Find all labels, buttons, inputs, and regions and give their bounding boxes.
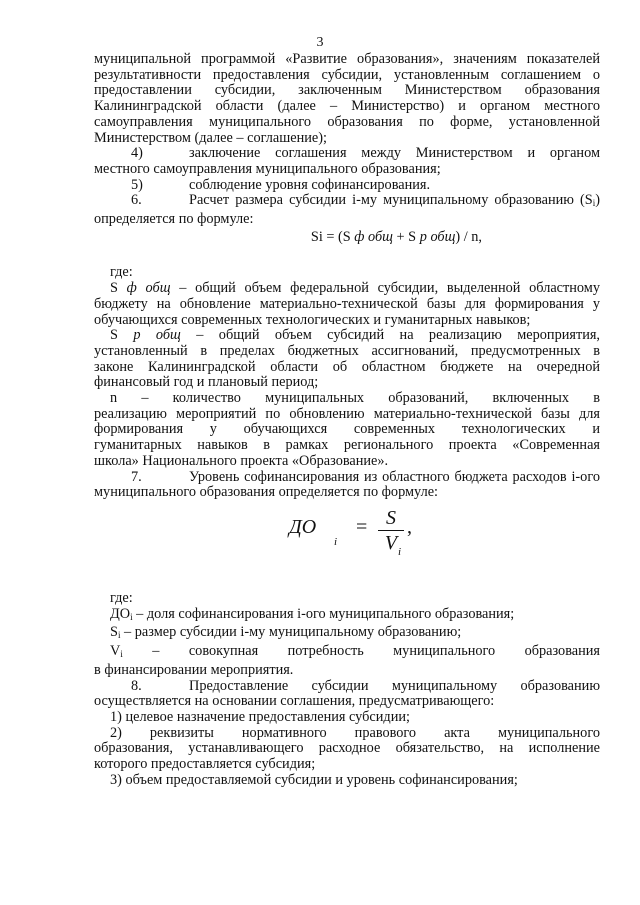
def-s-fobsh: S ф общ – общий объем федеральной субсидии, выделенной областному [110,280,600,297]
where-label: где: [110,589,133,606]
document-body [94,52,600,788]
item-7: 7. Уровень софинансирования из областного бюджета расходов i-ого [131,468,600,485]
item-8: 8. Предоставление субсидии муниципальному образованию [131,677,600,694]
text-line: образования, устанавливающего расходное обязательство, на исполнение [94,740,600,757]
text-line: установленный в пределах бюджетных ассигнований, предусмотренных в [94,342,600,359]
text-line: реализацию мероприятий по обновлению материально-технической базы для [94,405,600,422]
formula-denominator: V [384,531,398,554]
def-vi: $V_i$ – совокупная потребность муниципального образования [110,643,600,660]
subitem-2: 2) реквизиты нормативного правового акта муниципального [110,724,600,741]
where-label: где: [110,264,133,281]
text-line: муниципального образования определяется по формуле: [94,484,439,501]
text-line: законе Калининградской области об областном бюджете на очередной [94,358,600,375]
formula-equals: = [356,515,368,538]
formula-numerator: S [386,506,396,529]
formula-den-sub: i [398,545,402,558]
text-line: осуществляется на основании соглашения, предусматривающего: [94,693,495,710]
page-number: 3 [316,35,324,50]
text-line: в финансировании мероприятия. [94,661,294,678]
text-line: Калининградской области (далее – Министерство) и органом местного [94,98,600,115]
formula-comma: , [407,515,412,538]
text-line: предоставлении субсидии, заключенным Министерством образования [94,82,600,99]
text-line: местного самоуправления муниципального образования; [94,160,441,177]
text-line: определяется по формуле: [94,211,254,228]
text-line: результативности предоставления субсидии, установленным соглашением о [94,66,600,83]
text-line: гуманитарных навыков в рамках регионального проекта «Современная [94,437,600,454]
formula-lhs-sub: i [334,535,338,548]
def-do: $ДО_i$ – доля софинансирования i-ого муниципального образования; [110,605,515,622]
text-line: школа» Национального проекта «Образование». [94,452,389,469]
text-line: Министерством (далее – соглашение); [94,129,327,146]
text-line: муниципальной программой «Развитие образования», значениям показателей [94,51,600,67]
def-s-robsh: S р общ – общий объем субсидий на реализацию мероприятия, [110,327,601,344]
item-6: 6. Расчет размера субсидии i-му муниципальному образованию $(S_i)$ [131,192,600,209]
formula-lhs: ДО [289,515,317,538]
formula-subsidy: Si = (S ф общ + S р общ) / n, [310,228,482,245]
text-line: самоуправления муниципального образования по форме, установленной [94,113,600,130]
fraction-bar [378,530,404,531]
text-line: финансовый год и плановый период; [94,374,319,391]
def-si: $S_i$ – размер субсидии i-му муниципальному образованию; [110,624,462,641]
formula-cofinancing [94,507,600,563]
text-line: бюджету на обновление материально-технической базы для формирования у [94,295,600,312]
subitem-3: 3) объем предоставляемой субсидии и уровень софинансирования; [110,771,518,788]
item-4: 4) заключение соглашения между Министерством и органом [131,145,600,162]
text-line: которого предоставляется субсидия; [94,756,316,773]
def-n: n – количество муниципальных образований, включенных в [110,390,600,407]
text-line: обучающихся современных технологических и гуманитарных навыков; [94,311,531,328]
subitem-1: 1) целевое назначение предоставления субсидии; [110,708,410,725]
text-line: формирования у обучающихся современных технологических и [94,421,600,438]
item-5: 5) соблюдение уровня софинансирования. [131,176,431,193]
